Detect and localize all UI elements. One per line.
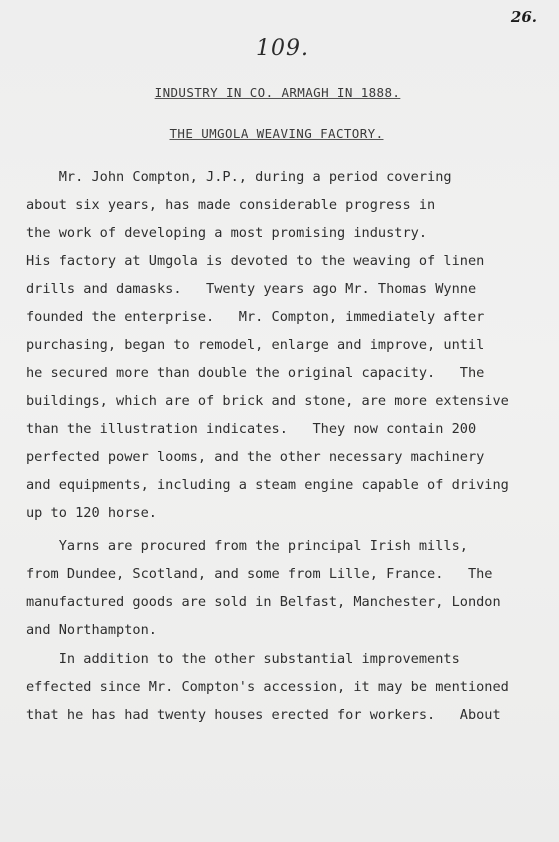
text-line: than the illustration indicates. They now contain 200 <box>26 421 477 437</box>
text-line: purchasing, began to remodel, enlarge and improve, until <box>26 337 485 353</box>
page-number-corner: 26. <box>510 8 537 26</box>
text-line: buildings, which are of brick and stone, are more extensive <box>26 393 509 409</box>
text-line: drills and damasks. Twenty years ago Mr. Thomas Wynne <box>26 281 477 297</box>
text-line: up to 120 horse. <box>26 505 157 521</box>
text-line: he secured more than double the original capacity. The <box>26 365 485 381</box>
text-line: Mr. John Compton, J.P., during a period covering <box>26 169 452 185</box>
text-line: His factory at Umgola is devoted to the weaving of linen <box>26 253 485 269</box>
text-line: founded the enterprise. Mr. Compton, immediately after <box>26 309 485 325</box>
text-line: Yarns are procured from the principal Irish mills, <box>26 538 468 554</box>
page-number-handwritten: 109. <box>256 36 309 61</box>
document-title: INDUSTRY IN CO. ARMAGH IN 1888. <box>154 85 401 100</box>
text-line: effected since Mr. Compton's accession, it may be mentioned <box>26 679 509 695</box>
text-line: from Dundee, Scotland, and some from Lille, France. The <box>26 566 493 582</box>
text-line: and equipments, including a steam engine capable of driving <box>26 477 509 493</box>
text-line: manufactured goods are sold in Belfast, Manchester, London <box>26 594 501 610</box>
text-line: In addition to the other substantial improvements <box>26 651 460 667</box>
document-subtitle: THE UMGOLA WEAVING FACTORY. <box>169 126 384 141</box>
text-line: and Northampton. <box>26 622 157 638</box>
text-line: about six years, has made considerable progress in <box>26 197 436 213</box>
text-line: perfected power looms, and the other necessary machinery <box>26 449 485 465</box>
text-line: the work of developing a most promising industry. <box>26 225 428 241</box>
text-line: that he has had twenty houses erected for workers. About <box>26 707 501 723</box>
